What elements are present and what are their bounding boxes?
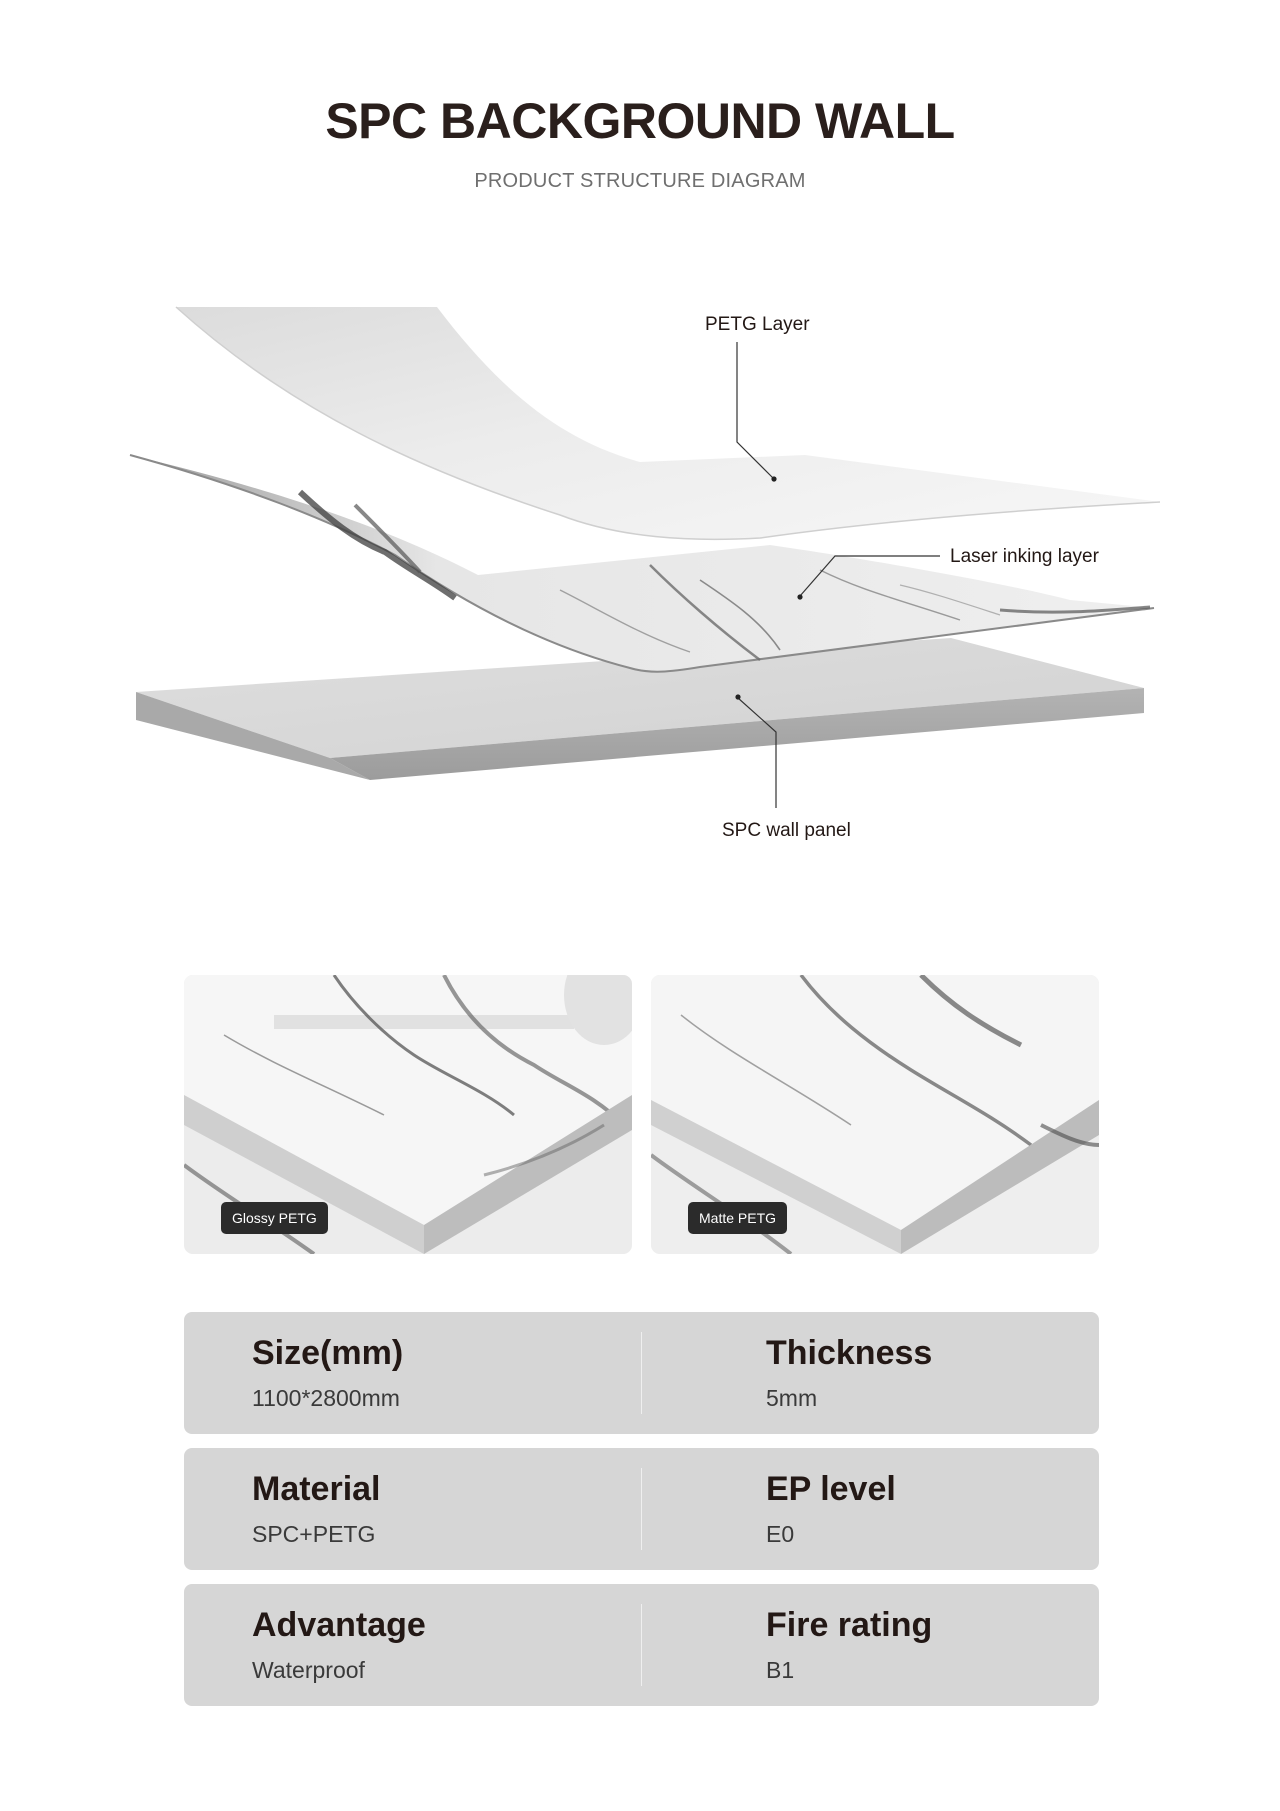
spec-value: B1 xyxy=(766,1657,795,1683)
spec-cell-thickness xyxy=(766,1332,932,1412)
spec-value: Waterproof xyxy=(252,1657,365,1683)
glossy-petg-photo xyxy=(184,975,632,1254)
spec-cell-advantage xyxy=(252,1604,426,1684)
spec-cell-material xyxy=(252,1468,381,1548)
petg-layer-label: PETG Layer xyxy=(705,314,810,335)
spc-wall-panel-label: SPC wall panel xyxy=(722,820,851,841)
spec-row xyxy=(184,1448,1099,1570)
spec-divider xyxy=(641,1332,642,1414)
spec-label: Size(mm) xyxy=(252,1334,404,1372)
spec-divider xyxy=(641,1468,642,1550)
spec-cell-size xyxy=(252,1332,403,1412)
spec-label: Advantage xyxy=(252,1606,426,1644)
spec-label: EP level xyxy=(766,1470,896,1508)
spec-divider xyxy=(641,1604,642,1686)
spec-label: Material xyxy=(252,1470,381,1508)
structure-diagram xyxy=(0,280,1280,900)
spec-cell-ep-level xyxy=(766,1468,896,1548)
spec-cell-fire-rating xyxy=(766,1604,932,1684)
petg-layer-shape xyxy=(176,307,1160,539)
glossy-petg-badge: Glossy PETG xyxy=(221,1202,328,1234)
spec-value: 5mm xyxy=(766,1385,818,1411)
page-title: SPC BACKGROUND WALL xyxy=(325,93,955,149)
spec-row xyxy=(184,1584,1099,1706)
spec-value: SPC+PETG xyxy=(252,1521,376,1547)
matte-petg-badge: Matte PETG xyxy=(688,1202,787,1234)
spec-label: Thickness xyxy=(766,1334,933,1372)
spec-row xyxy=(184,1312,1099,1434)
spec-value: 1100*2800mm xyxy=(252,1385,400,1411)
spec-value: E0 xyxy=(766,1521,795,1547)
spec-label: Fire rating xyxy=(766,1606,933,1644)
matte-petg-photo xyxy=(651,975,1099,1254)
page-subtitle: PRODUCT STRUCTURE DIAGRAM xyxy=(474,170,806,192)
laser-inking-layer-label: Laser inking layer xyxy=(950,546,1099,567)
